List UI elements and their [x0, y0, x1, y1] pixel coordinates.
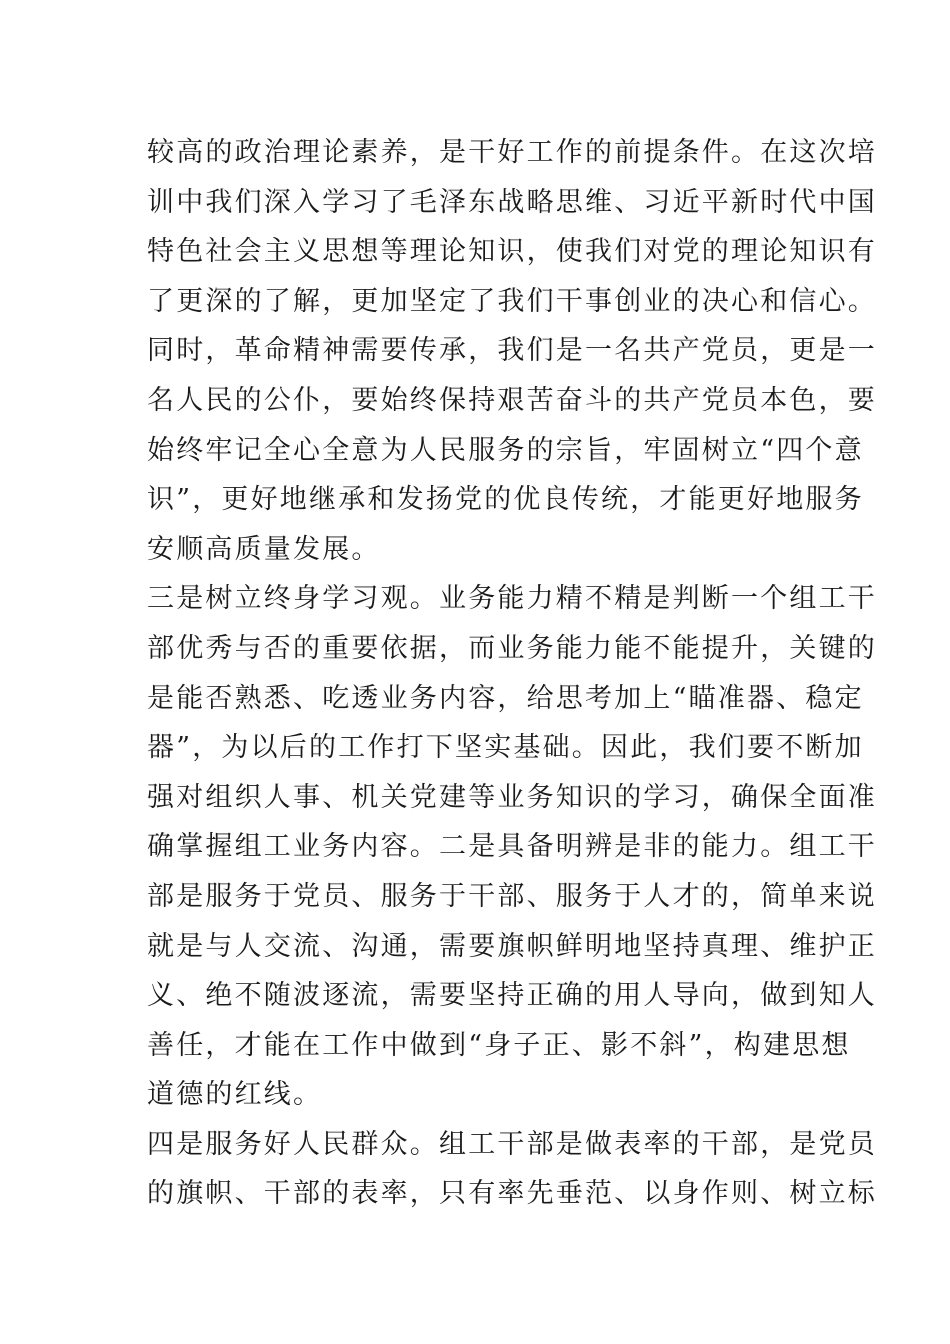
- text-line: 确掌握组工业务内容。二是具备明辨是非的能力。组工干: [147, 831, 877, 863]
- text-line: 善任，才能在工作中做到“身子正、影不斜”，构建思想: [147, 1029, 851, 1061]
- text-line: 部是服务于党员、服务于干部、服务于人才的，简单来说: [147, 880, 877, 912]
- text-line: 的旗帜、干部的表率，只有率先垂范、以身作则、树立标: [147, 1178, 877, 1210]
- paragraph-1: [147, 128, 877, 574]
- text-line: 特色社会主义思想等理论知识，使我们对党的理论知识有: [147, 236, 877, 268]
- text-line: 三是树立终身学习观。业务能力精不精是判断一个组工干: [147, 583, 877, 615]
- text-line: 同时，革命精神需要传承，我们是一名共产党员，更是一: [147, 335, 877, 367]
- text-line: 始终牢记全心全意为人民服务的宗旨，牢固树立“四个意: [147, 434, 864, 466]
- paragraph-3: [147, 1120, 877, 1219]
- text-line: 名人民的公仆，要始终保持艰苦奋斗的共产党员本色，要: [147, 384, 877, 416]
- text-line: 器”，为以后的工作打下坚实基础。因此，我们要不断加: [147, 732, 864, 764]
- text-line: 部优秀与否的重要依据，而业务能力能不能提升，关键的: [147, 632, 877, 664]
- text-line: 训中我们深入学习了毛泽东战略思维、习近平新时代中国: [147, 186, 877, 218]
- paragraph-2: [147, 574, 877, 1120]
- text-line: 就是与人交流、沟通，需要旗帜鲜明地坚持真理、维护正: [147, 930, 877, 962]
- text-line: 较高的政治理论素养，是干好工作的前提条件。在这次培: [147, 137, 877, 168]
- text-line: 是能否熟悉、吃透业务内容，给思考加上“瞄准器、稳定: [147, 682, 864, 714]
- document-body: [147, 128, 877, 1219]
- text-line: 安顺高质量发展。: [147, 533, 381, 565]
- text-line: 识”，更好地继承和发扬党的优良传统，才能更好地服务: [147, 484, 864, 516]
- text-line: 强对组织人事、机关党建等业务知识的学习，确保全面准: [147, 781, 877, 813]
- text-line: 四是服务好人民群众。组工干部是做表率的干部，是党员: [147, 1128, 877, 1160]
- text-line: 了更深的了解，更加坚定了我们干事创业的决心和信心。: [147, 285, 877, 317]
- text-line: 义、绝不随波逐流，需要坚持正确的用人导向，做到知人: [147, 980, 877, 1012]
- text-line: 道德的红线。: [147, 1079, 323, 1111]
